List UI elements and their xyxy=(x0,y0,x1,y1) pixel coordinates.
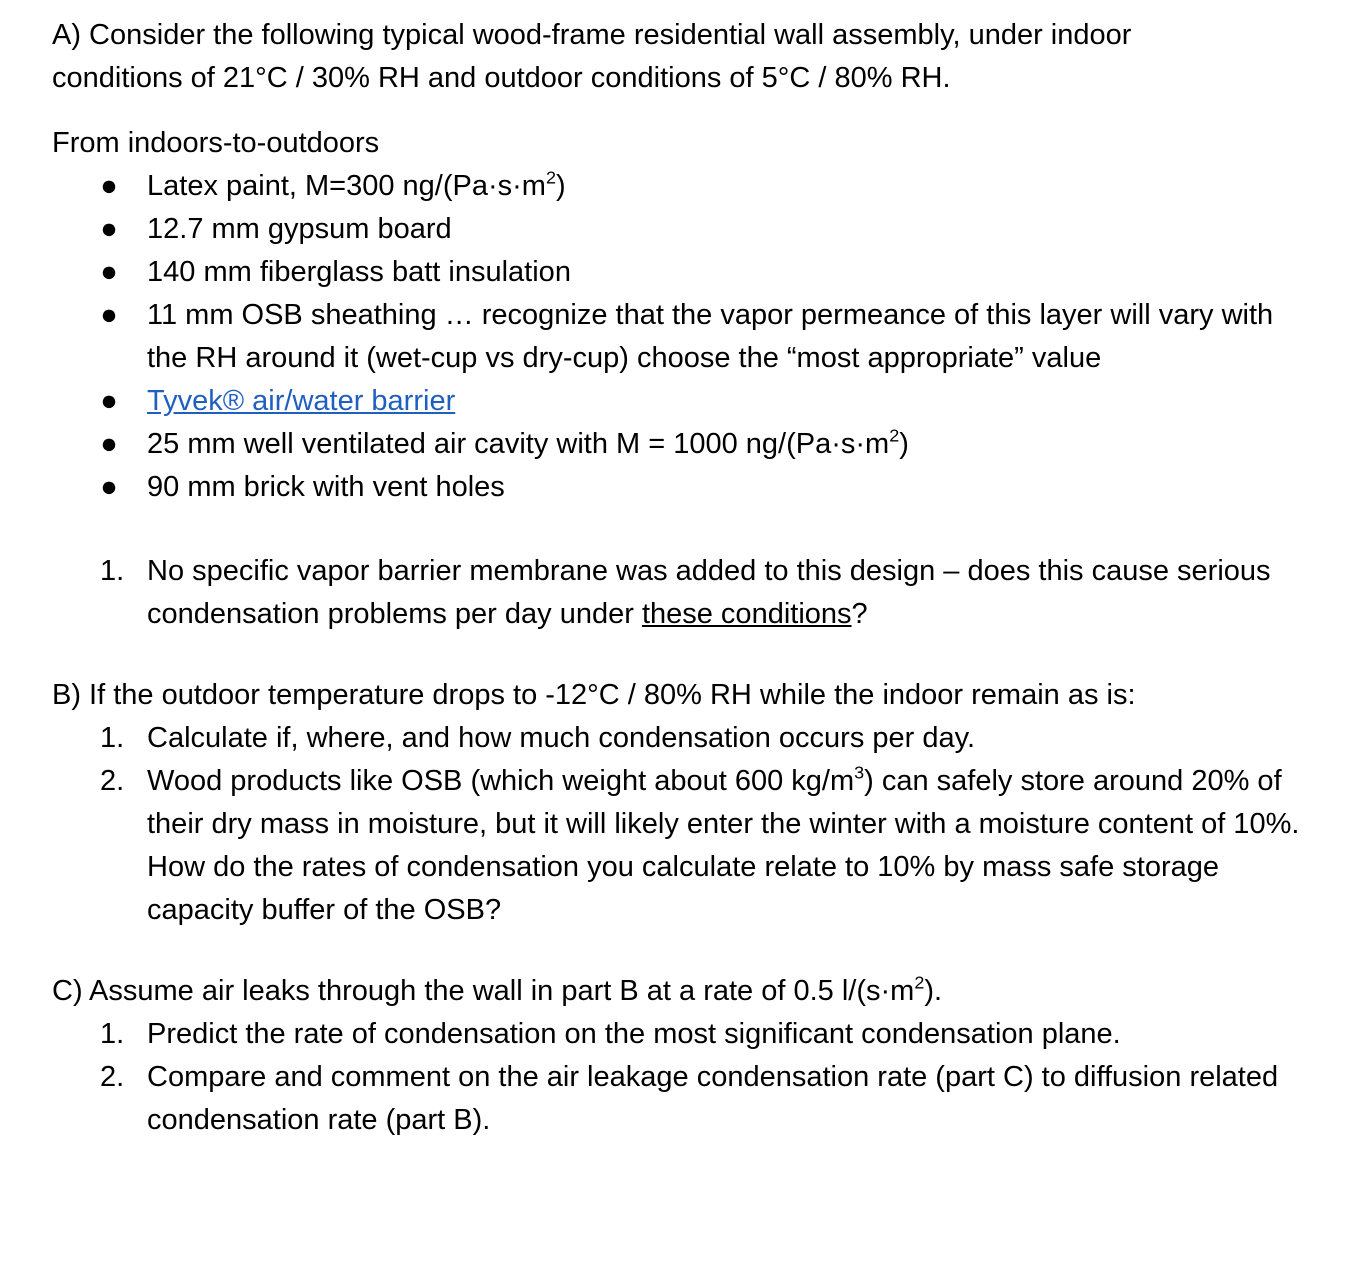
list-item-brick xyxy=(52,466,1312,509)
section-c-intro xyxy=(52,970,1312,1013)
air-cavity-exponent: 2 xyxy=(889,425,900,446)
section-c-question-2 xyxy=(52,1056,1312,1142)
section-c-question-1 xyxy=(52,1013,1312,1056)
latex-paint-text: Latex paint, M=300 ng/(Pa·s·m xyxy=(147,170,546,202)
air-cavity-tail: ) xyxy=(899,428,909,460)
section-b-question-2 xyxy=(52,760,1312,932)
list-item-tyvek xyxy=(52,380,1312,423)
list-item-air-cavity xyxy=(52,423,1312,466)
question-text: Predict the rate of condensation on the most significant condensation plane. xyxy=(147,1018,1121,1050)
section-b-question-1 xyxy=(52,717,1312,760)
section-b-questions xyxy=(52,717,1312,932)
latex-paint-exponent: 2 xyxy=(545,167,556,188)
list-item-latex-paint xyxy=(52,165,1312,208)
brick-text: 90 mm brick with vent holes xyxy=(147,471,505,503)
list-item-gypsum-board xyxy=(52,208,1312,251)
question-number: 2. xyxy=(100,765,125,797)
question-number: 1. xyxy=(100,722,125,754)
these-conditions-underlined: these conditions xyxy=(641,598,852,630)
cubic-exponent: 3 xyxy=(854,762,865,783)
latex-paint-tail: ) xyxy=(555,170,566,202)
question-end: ? xyxy=(851,598,868,630)
bullet-icon: ● xyxy=(100,213,118,245)
wall-layers-list xyxy=(52,165,1312,509)
section-a-intro-line1: A) Consider the following typical wood-frame residential wall assembly, under indoor xyxy=(52,19,1132,51)
section-b xyxy=(52,674,1312,932)
question-text-part-a: Wood products like OSB (which weight about 600 kg/m xyxy=(147,765,855,797)
question-text: No specific vapor barrier membrane was added to this design – does this cause serious condensation problems per day under xyxy=(147,555,1271,630)
question-number: 2. xyxy=(100,1061,125,1093)
gypsum-board-text: 12.7 mm gypsum board xyxy=(147,213,452,245)
section-c-intro-text: C) Assume air leaks through the wall in part B at a rate of 0.5 l/(s·m xyxy=(52,975,915,1007)
bullet-icon: ● xyxy=(100,428,118,460)
bullet-icon: ● xyxy=(100,256,118,288)
batt-insulation-text: 140 mm fiberglass batt insulation xyxy=(147,256,571,288)
layers-list-heading: From indoors-to-outdoors xyxy=(52,127,380,159)
section-a xyxy=(52,14,1312,636)
section-a-intro-line2: conditions of 21°C / 30% RH and outdoor conditions of 5°C / 80% RH. xyxy=(52,62,951,94)
question-text-part-b: ) can safely store around 20% of their dry mass in moisture, but it will likely enter the winter with a moisture content of 10%. How do the rates of condensation you calculate relate to 10% by mass safe storage capacity buffer of the OSB? xyxy=(147,765,1300,926)
section-c-questions xyxy=(52,1013,1312,1142)
question-text: Calculate if, where, and how much condensation occurs per day. xyxy=(147,722,976,754)
osb-sheathing-text: 11 mm OSB sheathing … recognize that the vapor permeance of this layer will vary with the RH around it (wet-cup vs dry-cup) choose the “most appropriate” value xyxy=(147,299,1274,374)
bullet-icon: ● xyxy=(100,299,118,331)
air-cavity-text: 25 mm well ventilated air cavity with M = 1000 ng/(Pa·s·m xyxy=(147,428,890,460)
bullet-icon: ● xyxy=(100,170,118,202)
list-item-osb-sheathing xyxy=(52,294,1312,380)
question-number: 1. xyxy=(100,1018,125,1050)
tyvek-link[interactable]: Tyvek® air/water barrier xyxy=(147,385,456,417)
section-a-question-1 xyxy=(52,550,1312,636)
section-c-exponent: 2 xyxy=(914,972,925,993)
section-a-questions xyxy=(52,550,1312,636)
question-text: Compare and comment on the air leakage condensation rate (part C) to diffusion related condensation rate (part B). xyxy=(147,1061,1279,1136)
section-c xyxy=(52,970,1312,1142)
question-number: 1. xyxy=(100,555,125,587)
bullet-icon: ● xyxy=(100,385,118,417)
section-c-intro-tail: ). xyxy=(924,975,943,1007)
section-b-intro: B) If the outdoor temperature drops to -12°C / 80% RH while the indoor remain as is: xyxy=(52,679,1136,711)
bullet-icon: ● xyxy=(100,471,118,503)
list-item-batt-insulation xyxy=(52,251,1312,294)
